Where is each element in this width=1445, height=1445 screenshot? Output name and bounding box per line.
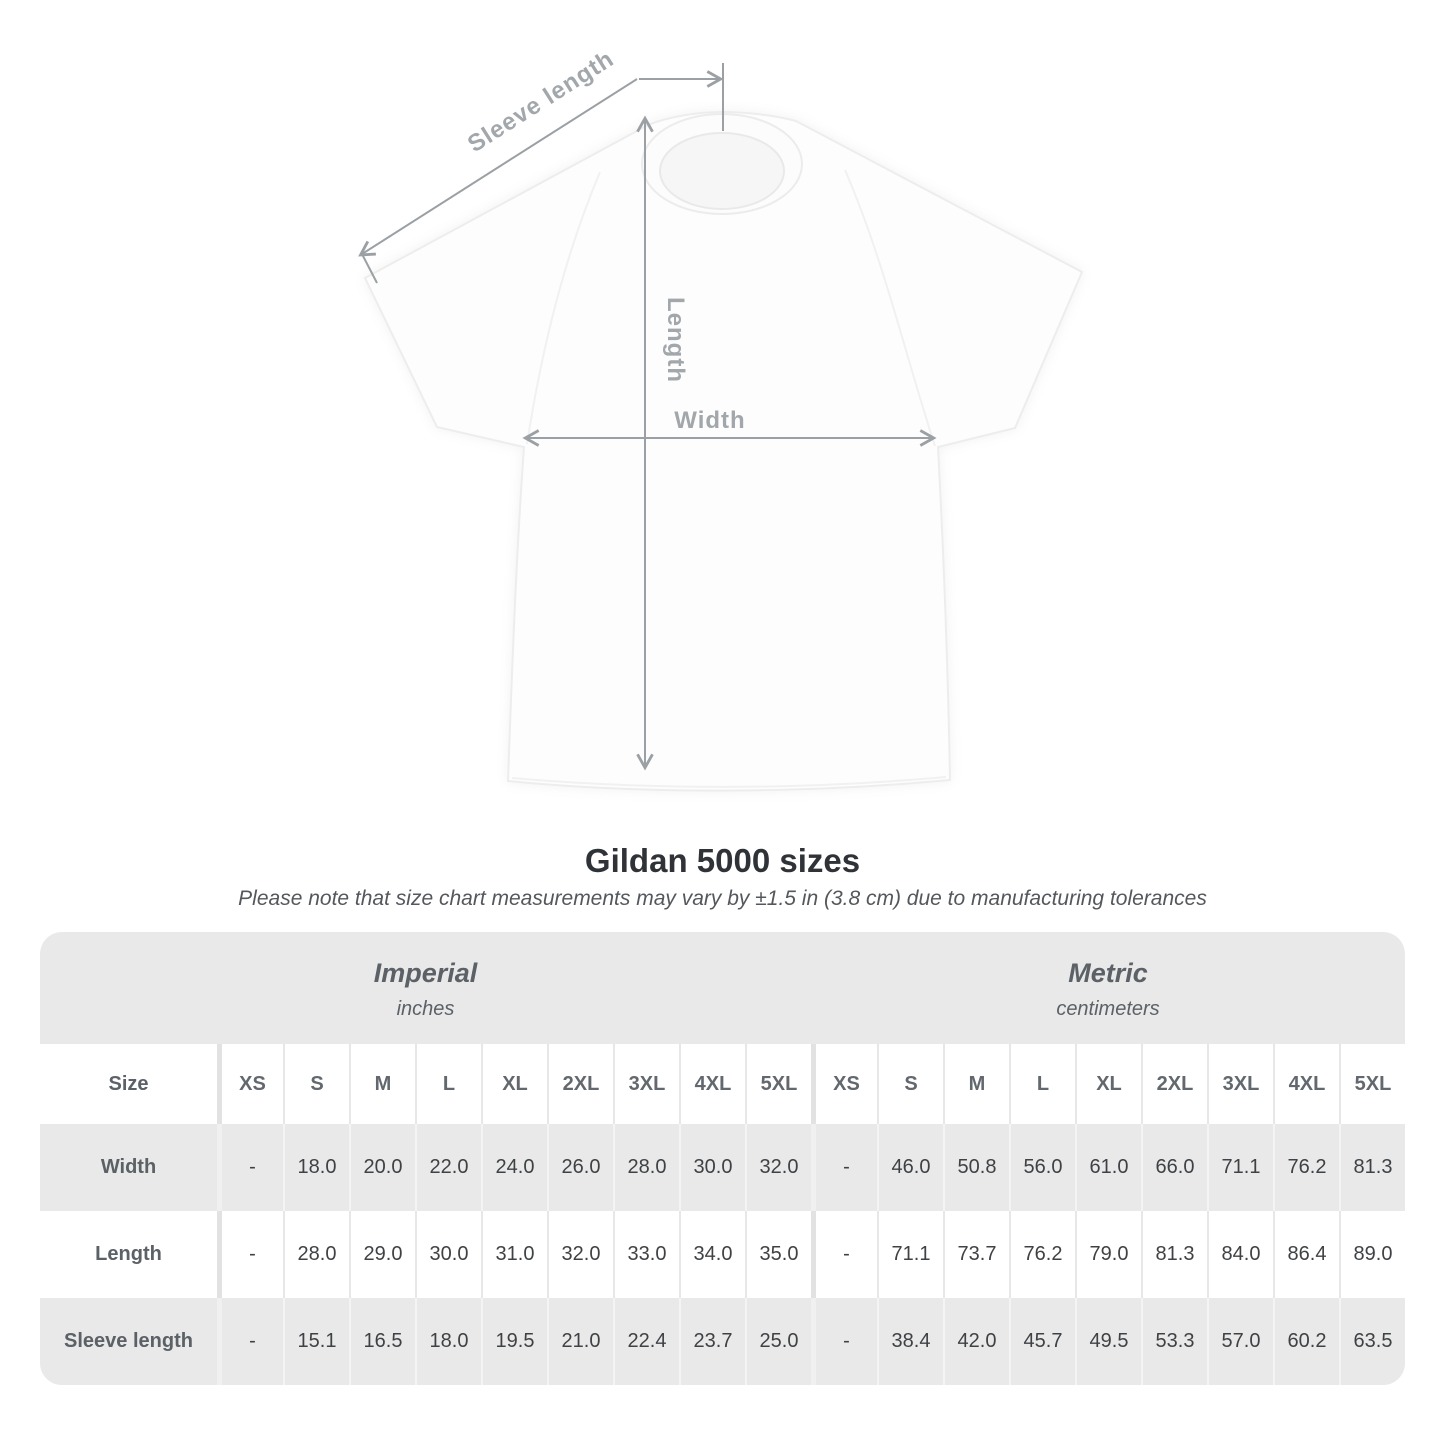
cell-value-imperial: 25.0 — [745, 1298, 811, 1385]
cell-value-imperial: 31.0 — [481, 1211, 547, 1298]
cell-value-imperial: 28.0 — [283, 1211, 349, 1298]
cell-value-metric: - — [811, 1124, 877, 1211]
cell-value-imperial: 32.0 — [745, 1124, 811, 1211]
imperial-title: Imperial — [373, 957, 478, 988]
cell-value-imperial: 32.0 — [547, 1211, 613, 1298]
imperial-unit: inches — [396, 997, 455, 1020]
cell-value-metric: 71.1 — [1207, 1124, 1273, 1211]
size-col-header-metric: XL — [1075, 1044, 1141, 1124]
size-col-header-metric: M — [943, 1044, 1009, 1124]
size-col-header-metric: L — [1009, 1044, 1075, 1124]
cell-value-imperial: 22.4 — [613, 1298, 679, 1385]
size-col-header-imperial: XL — [481, 1044, 547, 1124]
cell-value-metric: 50.8 — [943, 1124, 1009, 1211]
cell-value-imperial: 19.5 — [481, 1298, 547, 1385]
cell-value-metric: 81.3 — [1141, 1211, 1207, 1298]
size-col-header-imperial: S — [283, 1044, 349, 1124]
size-col-header-imperial: XS — [217, 1044, 283, 1124]
width-label: Width — [674, 407, 746, 434]
cell-value-metric: 73.7 — [943, 1211, 1009, 1298]
cell-value-imperial: 18.0 — [415, 1298, 481, 1385]
size-col-header-imperial: M — [349, 1044, 415, 1124]
cell-value-metric: 89.0 — [1339, 1211, 1405, 1298]
row-label: Length — [40, 1211, 217, 1298]
cell-value-imperial: - — [217, 1298, 283, 1385]
cell-value-imperial: 28.0 — [613, 1124, 679, 1211]
cell-value-metric: 71.1 — [877, 1211, 943, 1298]
cell-value-metric: 66.0 — [1141, 1124, 1207, 1211]
cell-value-metric: - — [811, 1211, 877, 1298]
cell-value-metric: 81.3 — [1339, 1124, 1405, 1211]
cell-value-imperial: 29.0 — [349, 1211, 415, 1298]
row-label: Sleeve length — [40, 1298, 217, 1385]
cell-value-imperial: 16.5 — [349, 1298, 415, 1385]
cell-value-imperial: 22.0 — [415, 1124, 481, 1211]
cell-value-imperial: 18.0 — [283, 1124, 349, 1211]
cell-value-metric: 79.0 — [1075, 1211, 1141, 1298]
cell-value-imperial: 26.0 — [547, 1124, 613, 1211]
cell-value-metric: 45.7 — [1009, 1298, 1075, 1385]
sleeve-length-label: Sleeve length — [462, 45, 619, 159]
cell-value-metric: 53.3 — [1141, 1298, 1207, 1385]
collar-inner — [660, 133, 784, 209]
size-col-header-imperial: 2XL — [547, 1044, 613, 1124]
size-col-header-metric: S — [877, 1044, 943, 1124]
imperial-section-header — [40, 932, 811, 1044]
cell-value-metric: 60.2 — [1273, 1298, 1339, 1385]
cell-value-metric: 46.0 — [877, 1124, 943, 1211]
size-col-header-metric: 3XL — [1207, 1044, 1273, 1124]
row-label: Width — [40, 1124, 217, 1211]
cell-value-metric: 84.0 — [1207, 1211, 1273, 1298]
length-label: Length — [662, 297, 689, 383]
cell-value-metric: 42.0 — [943, 1298, 1009, 1385]
size-table — [40, 932, 1405, 1385]
size-col-header-imperial: 4XL — [679, 1044, 745, 1124]
metric-unit: centimeters — [1056, 997, 1160, 1020]
metric-title: Metric — [1068, 957, 1148, 988]
size-col-header-imperial: 5XL — [745, 1044, 811, 1124]
cell-value-imperial: 23.7 — [679, 1298, 745, 1385]
cell-value-metric: 76.2 — [1009, 1211, 1075, 1298]
cell-value-metric: 76.2 — [1273, 1124, 1339, 1211]
cell-value-imperial: 34.0 — [679, 1211, 745, 1298]
cell-value-imperial: 33.0 — [613, 1211, 679, 1298]
cell-value-metric: 63.5 — [1339, 1298, 1405, 1385]
page-title: Gildan 5000 sizes — [584, 842, 861, 879]
cell-value-metric: 86.4 — [1273, 1211, 1339, 1298]
cell-value-imperial: 35.0 — [745, 1211, 811, 1298]
size-col-header-imperial: L — [415, 1044, 481, 1124]
cell-value-imperial: 30.0 — [415, 1211, 481, 1298]
size-col-header-imperial: 3XL — [613, 1044, 679, 1124]
cell-value-metric: 38.4 — [877, 1298, 943, 1385]
cell-value-imperial: 30.0 — [679, 1124, 745, 1211]
cell-value-metric: - — [811, 1298, 877, 1385]
cell-value-imperial: 24.0 — [481, 1124, 547, 1211]
cell-value-imperial: 21.0 — [547, 1298, 613, 1385]
size-col-header-metric: XS — [811, 1044, 877, 1124]
metric-section-header — [811, 932, 1405, 1044]
cell-value-imperial: - — [217, 1211, 283, 1298]
tolerance-note: Please note that size chart measurements may vary by ±1.5 in (3.8 cm) due to manufacturing tolerances — [238, 887, 1207, 910]
cell-value-metric: 56.0 — [1009, 1124, 1075, 1211]
cell-value-imperial: - — [217, 1124, 283, 1211]
size-column-header: Size — [40, 1044, 217, 1124]
cell-value-metric: 49.5 — [1075, 1298, 1141, 1385]
cell-value-metric: 61.0 — [1075, 1124, 1141, 1211]
cell-value-imperial: 20.0 — [349, 1124, 415, 1211]
size-col-header-metric: 2XL — [1141, 1044, 1207, 1124]
cell-value-imperial: 15.1 — [283, 1298, 349, 1385]
cell-value-metric: 57.0 — [1207, 1298, 1273, 1385]
size-col-header-metric: 4XL — [1273, 1044, 1339, 1124]
size-col-header-metric: 5XL — [1339, 1044, 1405, 1124]
